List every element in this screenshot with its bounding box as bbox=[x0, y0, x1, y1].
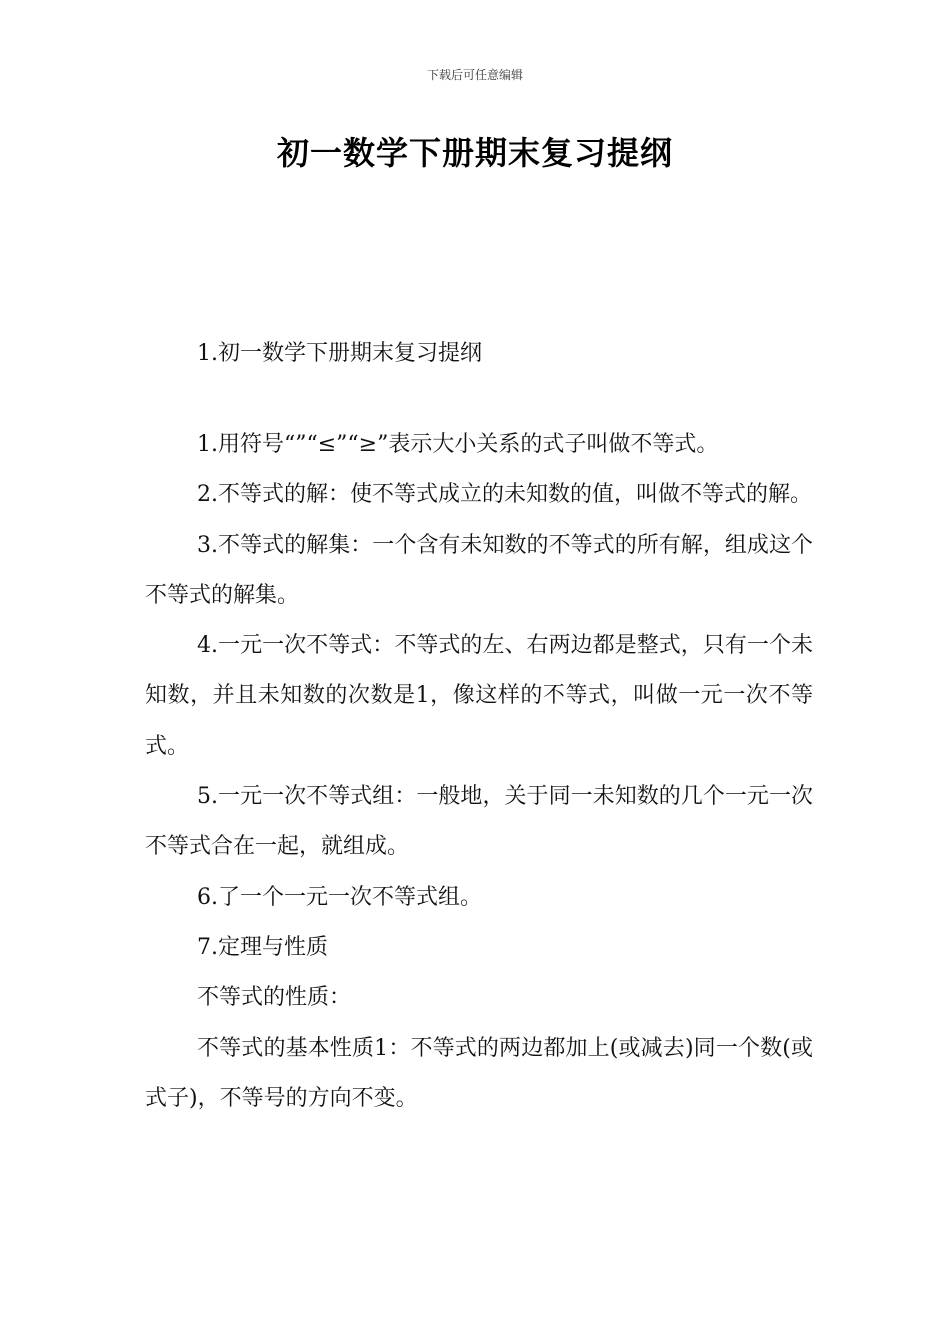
paragraph-5: 5.一元一次不等式组：一般地，关于同一未知数的几个一元一次不等式合在一起，就组成。 bbox=[145, 784, 813, 860]
section-heading: 1.初一数学下册期末复习提纲 bbox=[197, 341, 482, 366]
header-note: 下载后可任意编辑 bbox=[426, 68, 523, 82]
paragraph-2: 2.不等式的解：使不等式成立的未知数的值，叫做不等式的解。 bbox=[197, 482, 812, 508]
paragraph-6: 6.了一个一元一次不等式组。 bbox=[197, 884, 482, 910]
paragraph-7: 7.定理与性质 bbox=[197, 934, 328, 960]
document-title: 初一数学下册期末复习提纲 bbox=[276, 134, 673, 172]
paragraph-4: 4.一元一次不等式：不等式的左、右两边都是整式，只有一个未知数，并且未知数的次数是1，像这样的不等式，叫做一元一次不等式。 bbox=[145, 633, 813, 759]
document-body bbox=[145, 420, 813, 1124]
paragraph-9: 不等式的基本性质1：不等式的两边都加上(或减去)同一个数(或式子)，不等号的方向不变。 bbox=[145, 1035, 813, 1111]
paragraph-1: 1.用符号“”“≤”“≥”表示大小关系的式子叫做不等式。 bbox=[197, 432, 719, 457]
paragraph-8: 不等式的性质： bbox=[197, 985, 352, 1011]
paragraph-3: 3.不等式的解集：一个含有未知数的不等式的所有解，组成这个不等式的解集。 bbox=[145, 532, 813, 608]
